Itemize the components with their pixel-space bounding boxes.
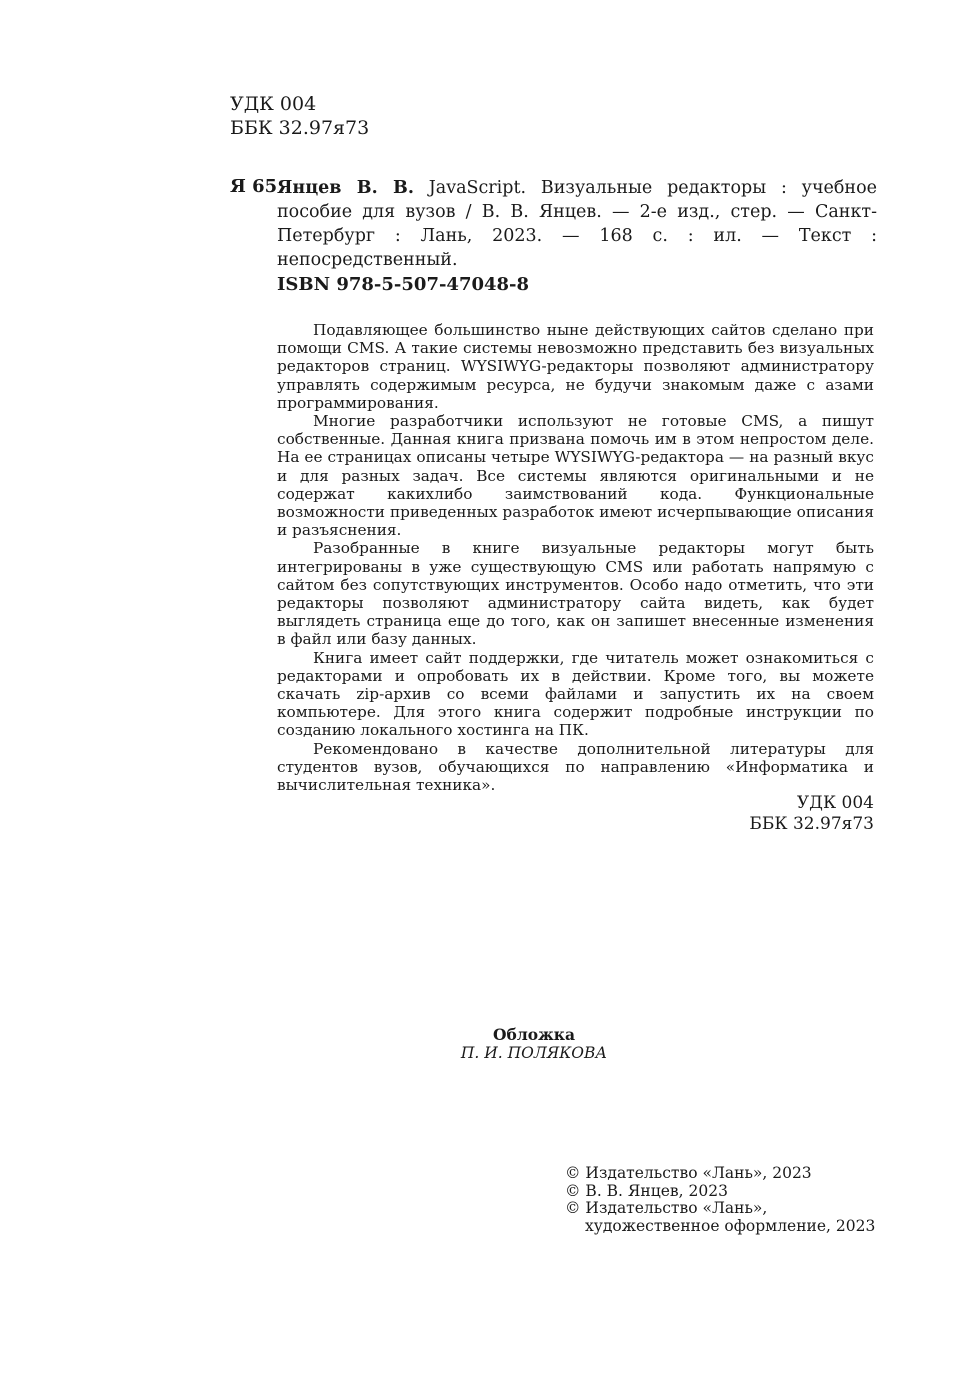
abstract-paragraph: Подавляющее большинство ныне действующих сайтов сделано при помощи CMS. А такие системы невозможно представить без визуальных редакторов страниц. WYSIWYG-редакторы позволяют администратору управлять содержимым ресурса, не будучи знакомым даже с азами программирования. bbox=[277, 321, 874, 412]
udk-code: УДК 004 bbox=[796, 793, 874, 813]
bbk-code: ББК 32.97я73 bbox=[749, 814, 874, 834]
abstract-paragraph: Рекомендовано в качестве дополнительной литературы для студентов вузов, обучающихся по направлению «Информатика и вычислительная техника». bbox=[277, 739, 874, 795]
abstract-paragraph: Книга имеет сайт поддержки, где читатель может ознакомиться с редакторами и опробовать их в действии. Кроме того, вы можете скачать zip-архив со всеми файлами и запустить их на своем компьютере. Для этого книга содержит подробные инструкции по созданию локального хостинга на ПК. bbox=[277, 648, 874, 740]
author-name: Янцев В. В. bbox=[277, 178, 414, 198]
cover-designer: П. И. ПОЛЯКОВА bbox=[460, 1044, 608, 1062]
abstract bbox=[277, 321, 874, 794]
abstract-paragraph: Многие разработчики используют не готовые CMS, а пишут собственные. Данная книга призвана помочь им в этом непростом деле. На ее страницах описаны четыре WYSIWYG-редактора — на разный вкус и для разных задач. Все системы являются оригинальными и не содержат какихлибо заимствований кода. Функциональные возможности приведенных разработок имеют исчерпывающие описания и разъяснения. bbox=[277, 412, 874, 540]
udk-code: УДК 004 bbox=[230, 93, 317, 115]
copyright-block bbox=[565, 1165, 875, 1235]
copyright-line: © В. В. Янцев, 2023 bbox=[565, 1181, 728, 1200]
bibliographic-record bbox=[277, 176, 877, 272]
copyright-line: художественное оформление, 2023 bbox=[585, 1216, 876, 1235]
cover-credit bbox=[0, 1026, 975, 1062]
author-cipher: Я 65 bbox=[230, 176, 278, 197]
copyright-line: © Издательство «Лань», 2023 bbox=[565, 1164, 812, 1182]
abstract-paragraph: Разобранные в книге визуальные редакторы могут быть интегрированы в уже существующую CMS или работать напрямую с сайтом без сопутствующих инструментов. Особо надо отметить, что эти редакторы позволяют администратору сайта видеть, как будет выглядеть страница еще до того, как он запишет внесенные изменения в файл или базу данных. bbox=[277, 539, 874, 649]
udk-block-top bbox=[230, 92, 369, 140]
cover-label: Обложка bbox=[493, 1025, 575, 1044]
copyright-line: © Издательство «Лань», bbox=[565, 1199, 768, 1217]
isbn: ISBN 978-5-507-47048-8 bbox=[277, 274, 530, 295]
bibliographic-description: JavaScript. Визуальные редакторы : учебное пособие для вузов / В. В. Янцев. — 2-е изд., стер. — Санкт-Петербург : Лань, 2023. — 168 с. : ил. — Текст : непосредственный. bbox=[277, 178, 877, 270]
udk-block-right bbox=[749, 793, 874, 835]
bbk-code: ББК 32.97я73 bbox=[230, 117, 370, 139]
